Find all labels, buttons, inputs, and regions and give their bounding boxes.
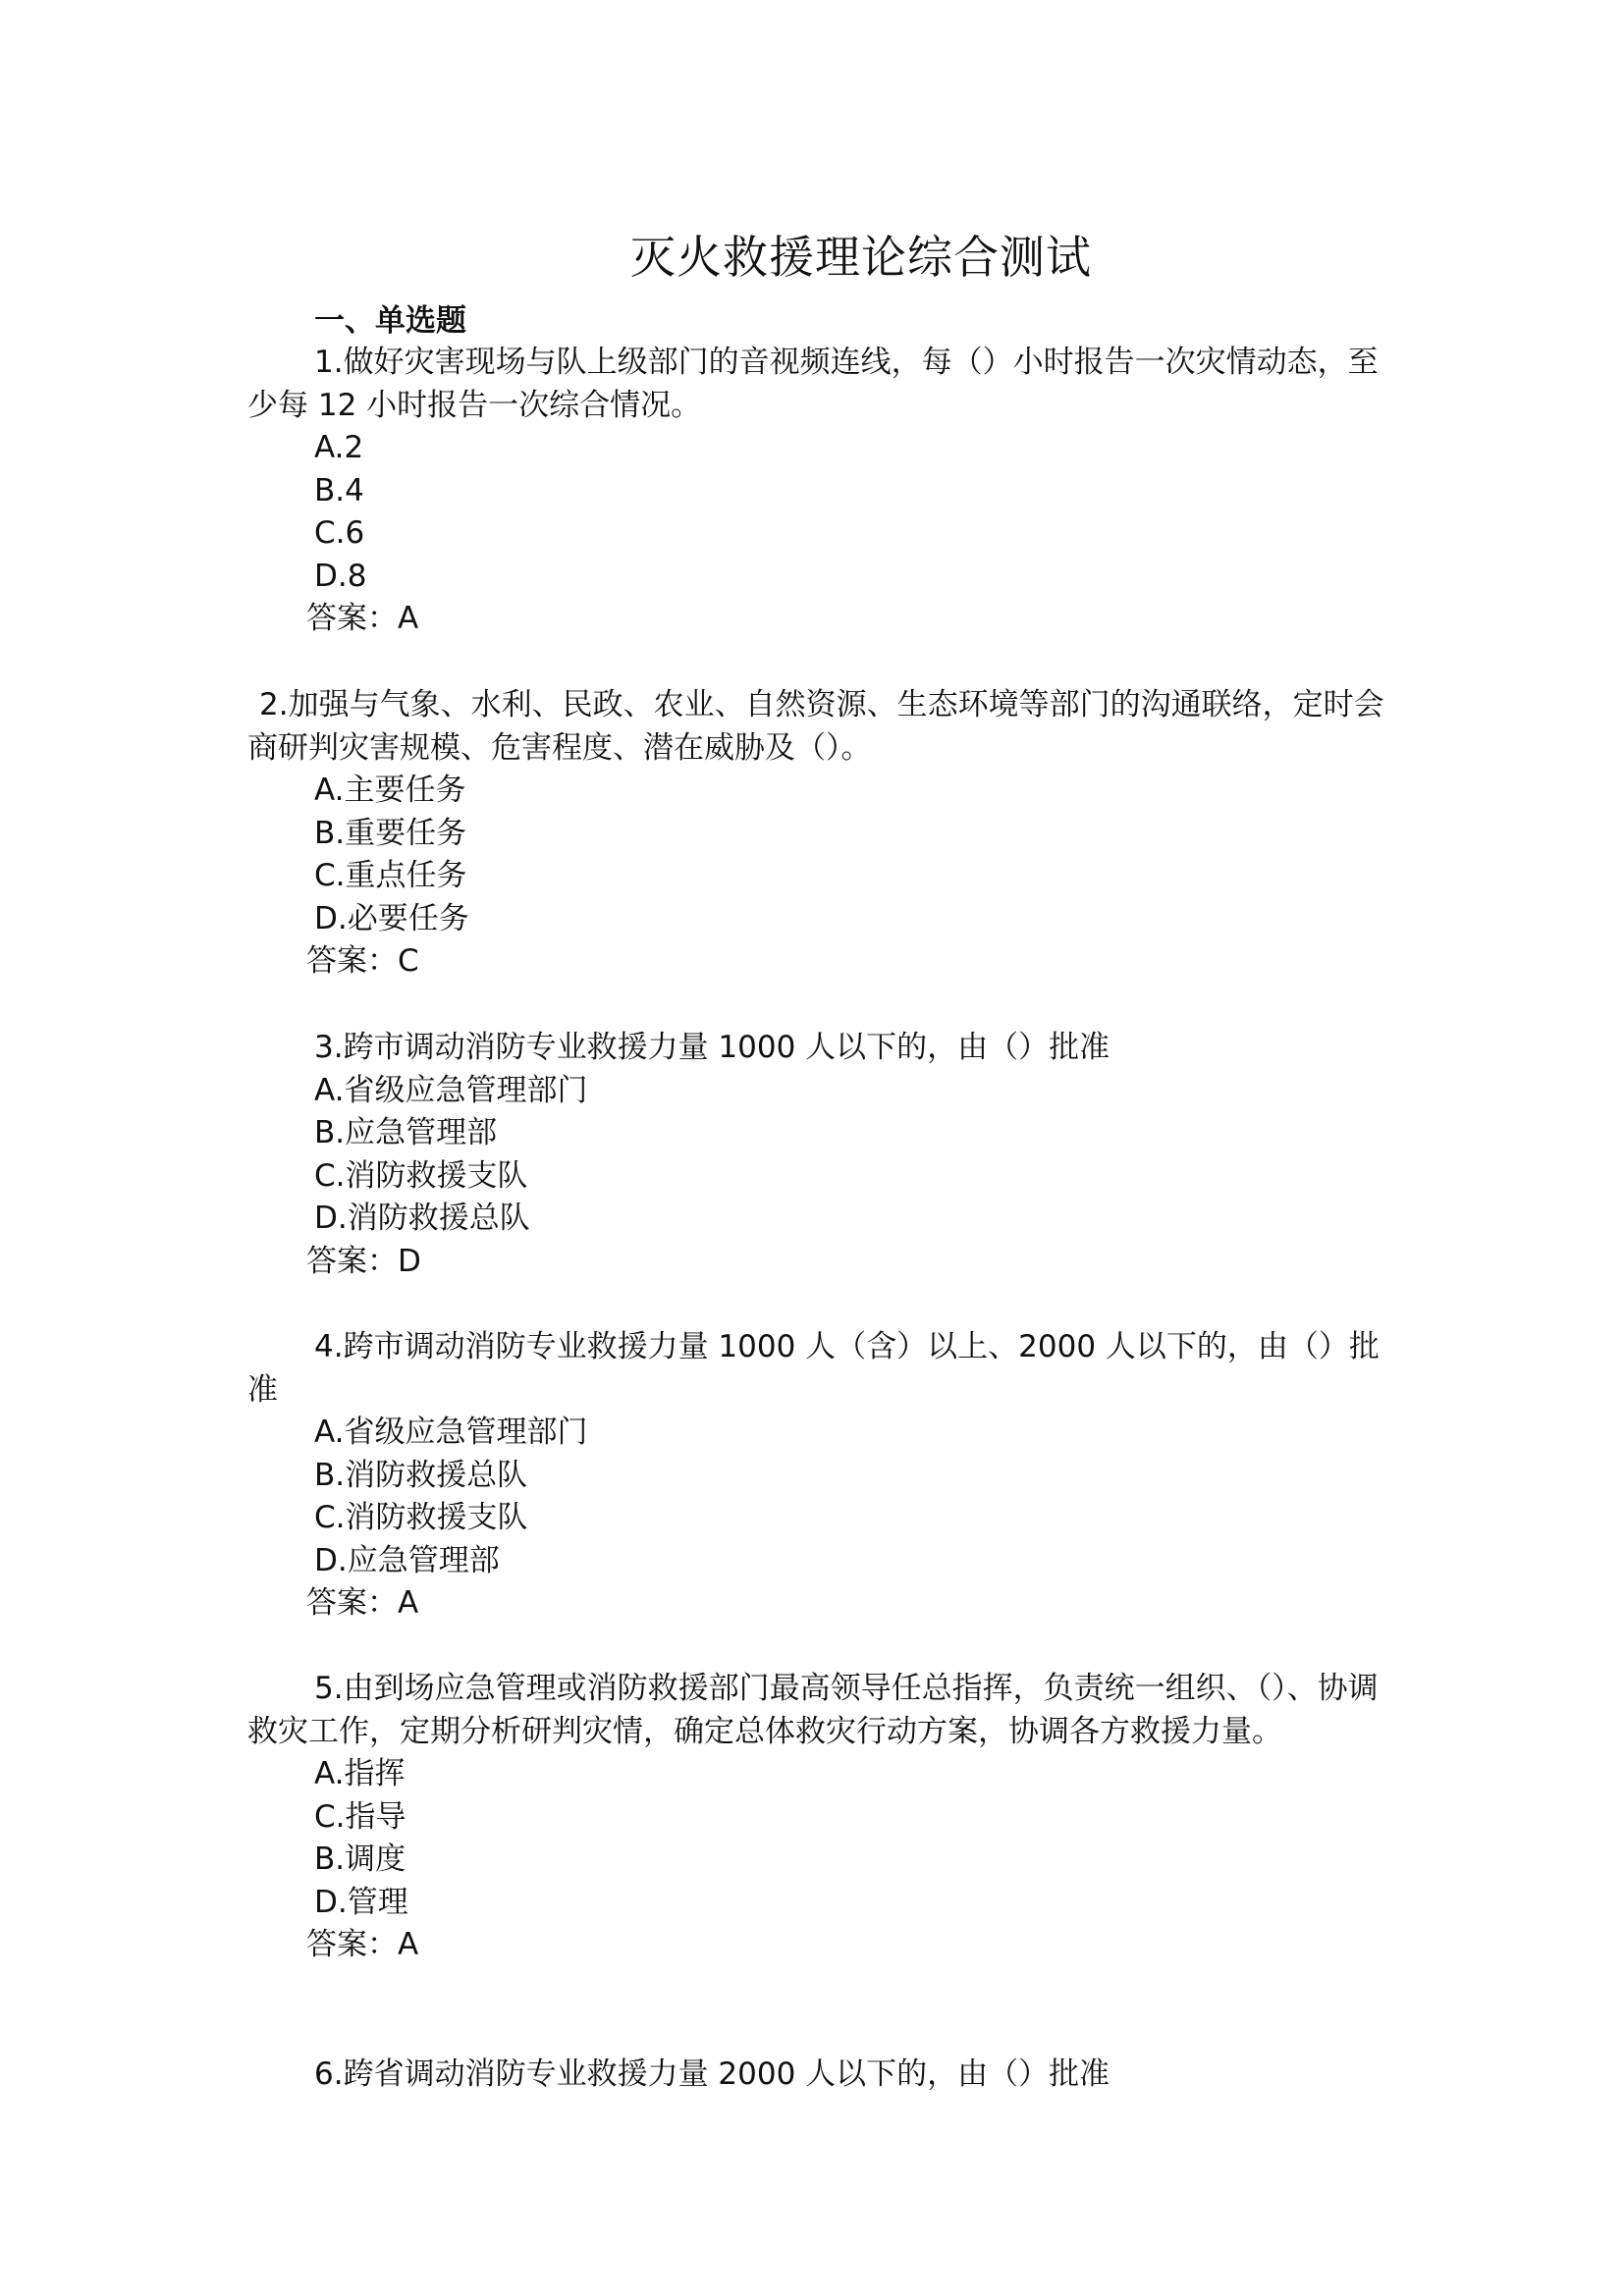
question-stem: 3.跨市调动消防专业救援力量 1000 人以下的，由（）批准 bbox=[314, 1030, 1110, 1065]
question-6 bbox=[247, 2054, 1392, 2097]
option-b: B.调度 bbox=[314, 1842, 406, 1877]
question-2 bbox=[247, 684, 1392, 984]
option-c: C.消防救援支队 bbox=[314, 1500, 528, 1535]
answer: 答案：A bbox=[306, 1585, 419, 1621]
option-d: D.应急管理部 bbox=[314, 1542, 500, 1578]
question-stem: 6.跨省调动消防专业救援力量 2000 人以下的，由（）批准 bbox=[314, 2056, 1110, 2092]
option-a: A.2 bbox=[314, 430, 364, 465]
option-d: D.管理 bbox=[314, 1884, 408, 1920]
option-a: A.指挥 bbox=[314, 1756, 406, 1791]
option-d: D.8 bbox=[314, 558, 367, 594]
question-stem: 5.由到场应急管理或消防救援部门最高领导任总指挥，负责统一组织、（）、协调救灾工作，定期分析研判灾情，确定总体救灾行动方案，协调各方救援力量。 bbox=[247, 1671, 1379, 1749]
option-b: B.重要任务 bbox=[314, 815, 467, 851]
question-5 bbox=[247, 1668, 1392, 1967]
answer: 答案：A bbox=[306, 601, 419, 636]
page-title: 灭火救援理论综合测试 bbox=[630, 231, 1092, 284]
question-3 bbox=[247, 1027, 1392, 1283]
section-heading: 一、单选题 bbox=[314, 303, 466, 339]
option-a: A.省级应急管理部门 bbox=[314, 1415, 588, 1450]
question-stem: 4.跨市调动消防专业救援力量 1000 人（含）以上、2000 人以下的，由（）批准 bbox=[247, 1329, 1380, 1408]
option-c: C.消防救援支队 bbox=[314, 1157, 528, 1194]
question-stem: 2.加强与气象、水利、民政、农业、自然资源、生态环境等部门的沟通联络，定时会商研判灾害规模、危害程度、潜在威胁及（）。 bbox=[247, 687, 1384, 766]
option-c: C.重点任务 bbox=[314, 858, 467, 893]
option-b: B.4 bbox=[314, 472, 364, 508]
option-b: B.消防救援总队 bbox=[314, 1457, 528, 1493]
option-a: A.省级应急管理部门 bbox=[314, 1072, 588, 1108]
option-a: A.主要任务 bbox=[314, 773, 466, 808]
question-1 bbox=[247, 342, 1392, 641]
option-d: D.消防救援总队 bbox=[314, 1201, 530, 1236]
answer: 答案：A bbox=[306, 1927, 419, 1962]
option-b: B.应急管理部 bbox=[314, 1115, 498, 1150]
option-d: D.必要任务 bbox=[314, 900, 469, 936]
question-stem: 1.做好灾害现场与队上级部门的音视频连线，每（）小时报告一次灾情动态，至少每 12 小时报告一次综合情况。 bbox=[247, 345, 1379, 423]
option-c: C.指导 bbox=[314, 1798, 406, 1835]
option-c: C.6 bbox=[314, 515, 365, 551]
answer: 答案：C bbox=[306, 943, 419, 979]
question-4 bbox=[247, 1326, 1392, 1626]
answer: 答案：D bbox=[306, 1243, 421, 1279]
